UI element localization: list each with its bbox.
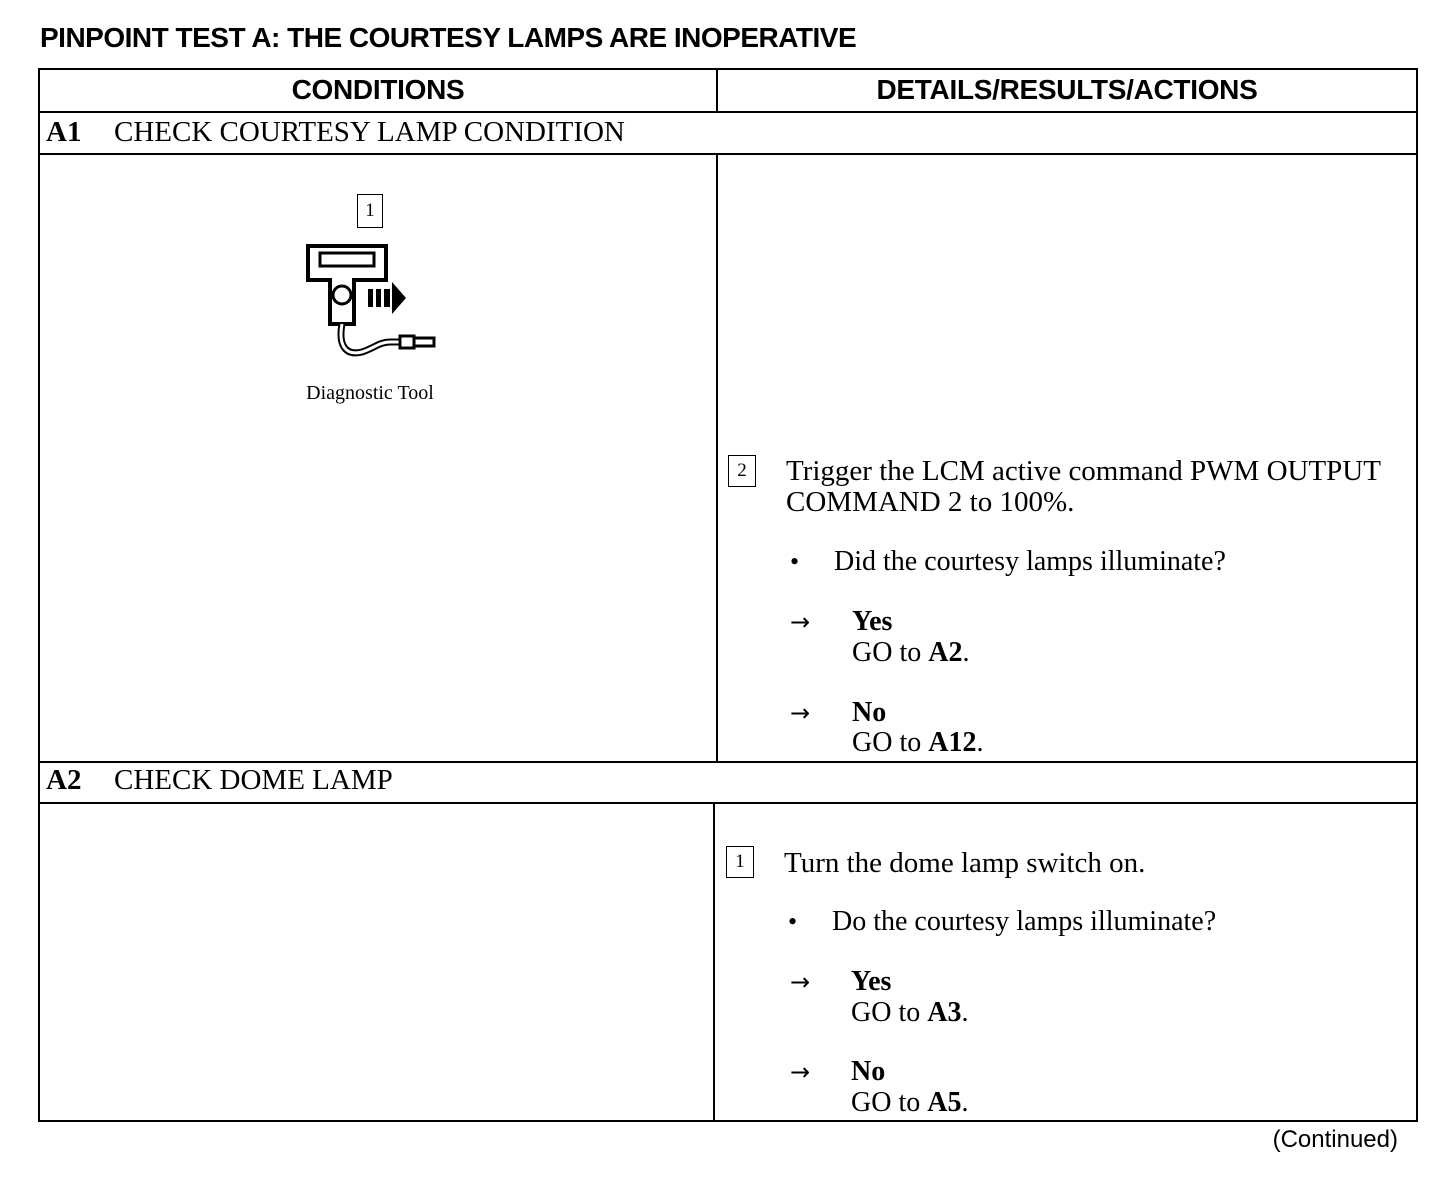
a2-no-goto	[851, 1087, 968, 1119]
a1-question-bullet: •	[790, 547, 800, 576]
a1-yes-goto	[852, 637, 969, 669]
a1-column-divider	[716, 153, 718, 761]
a2-no-label: No	[851, 1056, 886, 1087]
a1-heading-divider	[40, 153, 1416, 155]
a1-no-goto-suffix: .	[976, 727, 984, 758]
a1-no-goto-prefix: GO to	[852, 727, 929, 758]
a1-action-text: Trigger the LCM active command PWM OUTPUT COMMAND 2 to 100%.	[786, 455, 1381, 518]
a1-section-divider	[40, 761, 1416, 763]
header-divider	[40, 111, 1416, 113]
step-a2-heading	[46, 764, 393, 797]
header-column-divider	[716, 70, 718, 111]
a1-yes-label: Yes	[852, 606, 893, 637]
a1-yes-arrow: →	[790, 608, 811, 636]
a2-yes-goto-target: A3	[927, 997, 962, 1028]
a2-no-goto-suffix: .	[961, 1087, 969, 1118]
continued-note: (Continued)	[1272, 1126, 1398, 1153]
a2-action-number-box: 1	[726, 846, 754, 878]
step-a1-title: CHECK COURTESY LAMP CONDITION	[114, 116, 625, 148]
pinpoint-test-table	[38, 68, 1418, 1122]
conditions-column-header: CONDITIONS	[291, 74, 465, 105]
a2-question-bullet: •	[788, 907, 798, 936]
a2-no-arrow: →	[790, 1058, 811, 1086]
a2-column-divider	[713, 802, 715, 1120]
page-title: PINPOINT TEST A: THE COURTESY LAMPS ARE INOPERATIVE	[40, 22, 857, 53]
a1-yes-goto-prefix: GO to	[852, 637, 929, 668]
a2-yes-arrow: →	[790, 968, 811, 996]
a1-no-goto	[852, 727, 983, 759]
a1-yes-goto-suffix: .	[962, 637, 970, 668]
a1-no-goto-target: A12	[928, 727, 977, 758]
a1-question-text: Did the courtesy lamps illuminate?	[834, 546, 1226, 577]
a2-yes-label: Yes	[851, 966, 892, 997]
step-a2-title: CHECK DOME LAMP	[114, 764, 393, 796]
a2-yes-goto-prefix: GO to	[851, 997, 928, 1028]
step-a1-heading	[46, 116, 625, 149]
a1-action-number-box: 2	[728, 455, 756, 487]
a1-yes-goto-target: A2	[928, 637, 963, 668]
a2-yes-goto	[851, 997, 968, 1029]
figure-number-box: 1	[357, 194, 383, 228]
a1-no-label: No	[852, 697, 887, 728]
a2-heading-divider	[40, 802, 1416, 804]
step-a2-id: A2	[46, 764, 82, 796]
diagnostic-tool-icon	[302, 240, 442, 370]
details-column-header: DETAILS/RESULTS/ACTIONS	[876, 74, 1258, 105]
a2-yes-goto-suffix: .	[961, 997, 969, 1028]
step-a1-id: A1	[46, 116, 82, 148]
a1-no-arrow: →	[790, 699, 811, 727]
a2-action-text: Turn the dome lamp switch on.	[784, 847, 1146, 879]
a2-no-goto-prefix: GO to	[851, 1087, 928, 1118]
a2-question-text: Do the courtesy lamps illuminate?	[832, 906, 1217, 937]
a2-no-goto-target: A5	[927, 1087, 962, 1118]
figure-caption: Diagnostic Tool	[306, 382, 434, 404]
